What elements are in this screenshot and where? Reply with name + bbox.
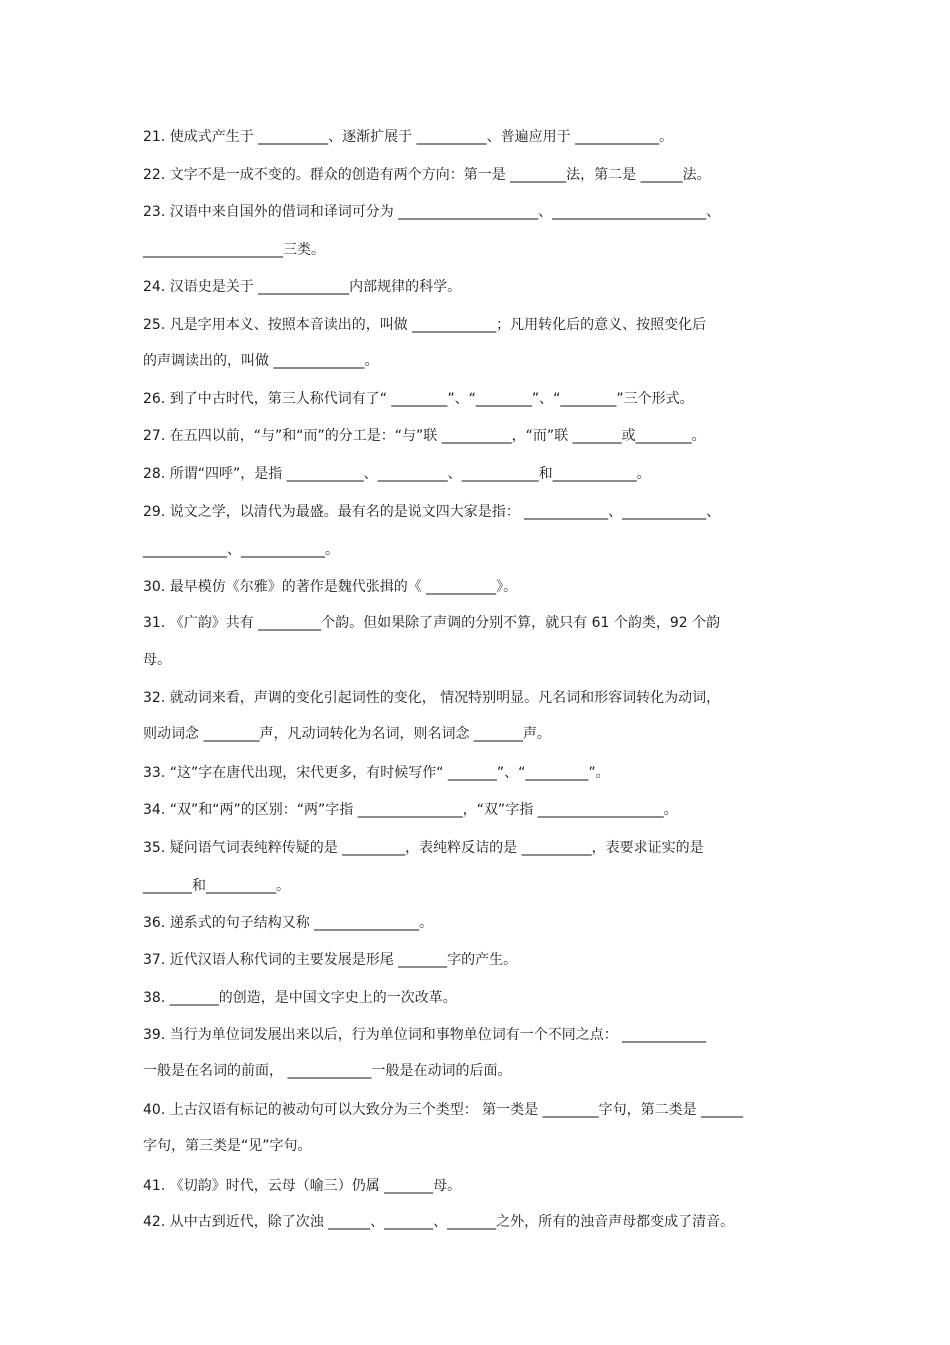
- question-33: 33. “这”字在唐代出现，宋代更多，有时候写作“ _______”、“_________”。: [143, 765, 610, 781]
- question-29: 29. 说文之学，以清代为最盛。最有名的是说文四大家是指： ____________、____________、: [143, 504, 721, 520]
- question-28: 28. 所谓“四呼”，是指 ___________、__________、___________和____________。: [143, 466, 651, 482]
- question-40-continued: 字句，第三类是“见”字句。: [143, 1138, 312, 1154]
- question-23: 23. 汉语中来自国外的借词和译词可分为 ____________________、______________________、: [143, 204, 721, 220]
- question-32: 32. 就动词来看，声调的变化引起词性的变化， 情况特别明显。凡名词和形容词转化为动词，: [143, 690, 721, 706]
- question-25: 25. 凡是字用本义、按照本音读出的，叫做 ____________；凡用转化后的意义、按照变化后: [143, 317, 707, 333]
- question-35-continued: _______和__________。: [143, 878, 290, 894]
- question-39-continued: 一般是在名词的前面， ____________一般是在动词的后面。: [143, 1063, 512, 1079]
- question-41: 41. 《切韵》时代，云母（喻三）仍属 _______母。: [143, 1178, 462, 1194]
- question-34: 34. “双”和“两”的区别：“两”字指 _______________，“双”字指 __________________。: [143, 802, 678, 818]
- question-32-continued: 则动词念 ________声，凡动词转化为名词，则名词念 _______声。: [143, 726, 551, 742]
- question-31: 31. 《广韵》共有 _________个韵。但如果除了声调的分别不算，就只有 61 个韵类，92 个韵: [143, 615, 721, 631]
- question-37: 37. 近代汉语人称代词的主要发展是形尾 _______字的产生。: [143, 952, 518, 968]
- question-24: 24. 汉语史是关于 _____________内部规律的科学。: [143, 279, 462, 295]
- question-40: 40. 上古汉语有标记的被动句可以大致分为三个类型： 第一类是 ________字句，第二类是 ______: [143, 1102, 744, 1118]
- question-22: 22. 文字不是一成不变的。群众的创造有两个方向：第一是 ________法，第二是 ______法。: [143, 167, 711, 183]
- question-42: 42. 从中古到近代，除了次浊 ______、_______、_______之外，所有的浊音声母都变成了清音。: [143, 1214, 735, 1230]
- question-31-continued: 母。: [143, 652, 171, 668]
- question-39: 39. 当行为单位词发展出来以后，行为单位词和事物单位词有一个不同之点： ____________: [143, 1027, 707, 1043]
- question-23-continued: ____________________三类。: [143, 242, 325, 258]
- question-29-continued: ____________、____________。: [143, 542, 339, 558]
- question-21: 21. 使成式产生于 __________、逐渐扩展于 __________、普遍应用于 ____________。: [143, 129, 674, 145]
- question-26: 26. 到了中古时代，第三人称代词有了“ ________”、“________”、“________”三个形式。: [143, 391, 694, 407]
- question-38: 38. _______的创造，是中国文字史上的一次改革。: [143, 990, 457, 1006]
- question-35: 35. 疑问语气词表纯粹传疑的是 _________，表纯粹反诘的是 __________，表要求证实的是: [143, 840, 704, 856]
- question-27: 27. 在五四以前，“与”和“而”的分工是：“与”联 __________，“而”联 _______或________。: [143, 428, 706, 444]
- question-36: 36. 递系式的句子结构又称 _______________。: [143, 915, 434, 931]
- question-25-continued: 的声调读出的，叫做 _____________。: [143, 353, 379, 369]
- question-30: 30. 最早模仿《尔雅》的著作是魏代张揖的《 __________》。: [143, 579, 518, 595]
